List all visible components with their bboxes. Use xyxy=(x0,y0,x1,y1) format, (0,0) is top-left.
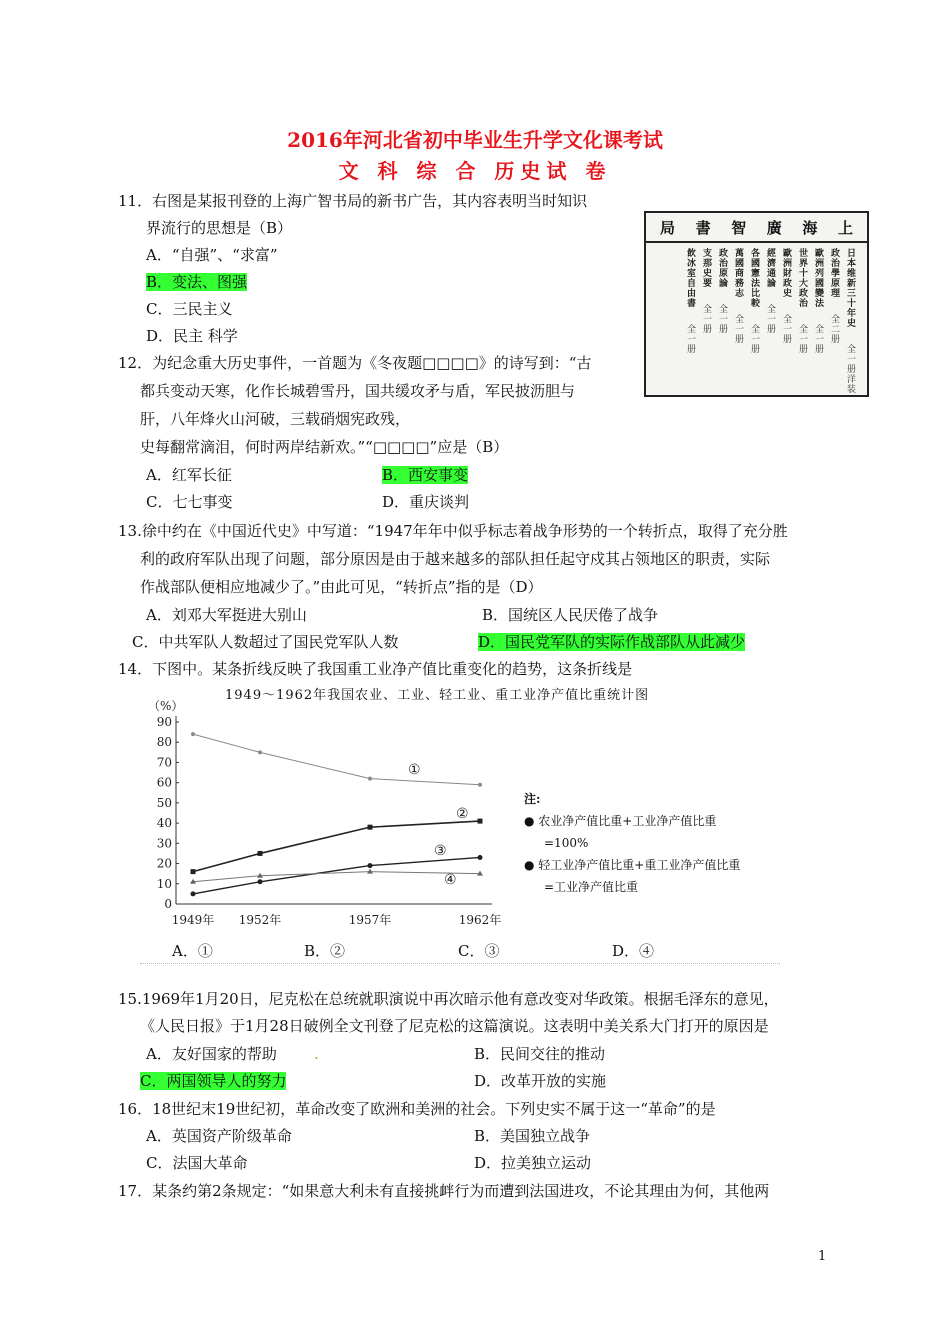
y-axis-label: （%） xyxy=(148,700,184,713)
q15-stem-line2: 《人民日报》于1月28日破例全文刊登了尼克松的这篇演说。这表明中美关系大门打开的原因是 xyxy=(140,1017,769,1035)
ad-book-note: 全一册 xyxy=(735,315,745,345)
q14-option-c: C．③ xyxy=(458,942,500,960)
ad-book-column xyxy=(735,249,747,397)
ad-book-title: 歐洲列國變法 xyxy=(815,249,825,309)
q12-option-b: B．西安事变 xyxy=(382,466,469,484)
series-line xyxy=(193,857,480,893)
q13-option-a: A．刘邓大军挺进大别山 xyxy=(146,606,307,624)
data-point xyxy=(258,879,263,884)
legend-title: 注: xyxy=(524,792,541,806)
q16-option-c: C．法国大革命 xyxy=(146,1154,248,1172)
series-label: ④ xyxy=(444,872,457,888)
ad-book-note: 全一册 xyxy=(815,325,825,355)
q12-stem-line4: 史每翻常滴泪，何时两岸结新欢。”“□□□□”应是（B） xyxy=(140,438,509,456)
ad-book-title: 各國憲法比較 xyxy=(751,249,761,309)
series-line xyxy=(193,872,480,882)
y-tick-label: 10 xyxy=(156,876,172,891)
data-point xyxy=(368,863,373,868)
q12-stem-line1: 12．为纪念重大历史事件，一首题为《冬夜题□□□□》的诗写到：“古 xyxy=(118,354,592,372)
ad-book-column xyxy=(815,249,827,397)
series-label: ① xyxy=(408,762,421,778)
ad-book-column xyxy=(719,249,731,397)
q13-stem-line2: 利的政府军队出现了问题，部分原因是由于越来越多的部队担任起守戍其占领地区的职责，实际 xyxy=(140,550,771,568)
q17-stem-line1: 17．某条约第2条规定：“如果意大利未有直接挑衅行为而遭到法国进攻，不论其理由为何，其他两 xyxy=(118,1182,770,1200)
exam-subtitle: 文 科 综 合 历史试 卷 xyxy=(338,159,612,183)
q11-option-a: A．“自强”、“求富” xyxy=(146,246,278,264)
page-number: 1 xyxy=(818,1249,827,1264)
ad-book-title: 世界十大政治 xyxy=(799,249,809,309)
ad-book-column xyxy=(687,249,699,397)
q13-option-c: C．中共军队人数超过了国民党军队人数 xyxy=(132,633,399,651)
data-point xyxy=(258,851,263,856)
x-tick-label: 1952年 xyxy=(238,913,282,927)
q16-stem-line1: 16．18世纪末19世纪初，革命改变了欧洲和美洲的社会。下列史实不属于这一“革命”的是 xyxy=(118,1100,716,1118)
data-point xyxy=(478,855,483,860)
ad-book-title: 萬國商務志 xyxy=(735,249,745,299)
cut-line-divider xyxy=(140,963,780,969)
y-tick-label: 20 xyxy=(156,856,172,871)
q15-stem-line1: 15.1969年1月20日，尼克松在总统就职演说中再次暗示他有意改变对华政策。根据毛泽东的意见， xyxy=(118,990,779,1008)
ad-header-char: 上 xyxy=(837,218,853,237)
ad-book-note: 全一册 xyxy=(767,305,777,335)
q15-option-b: B．民间交往的推动 xyxy=(474,1045,606,1063)
q11-stem-line1: 11．右图是某报刊登的上海广智书局的新书广告，其内容表明当时知识 xyxy=(118,192,588,210)
q12-stem-line2: 都兵变动天寒，化作长城碧雪丹，国共缓攻矛与盾，军民披沥胆与 xyxy=(140,382,576,400)
q15-option-d: D．改革开放的实施 xyxy=(474,1072,607,1090)
ad-book-title: 歐洲財政史 xyxy=(783,249,793,299)
data-point xyxy=(367,869,373,874)
ad-header-char: 海 xyxy=(802,218,818,237)
data-point xyxy=(191,891,196,896)
q14-option-a: A．① xyxy=(172,942,213,960)
data-point xyxy=(191,869,196,874)
ad-header xyxy=(646,213,867,243)
data-point xyxy=(368,777,372,781)
ad-book-note: 全二册 xyxy=(831,315,841,345)
series-label: ③ xyxy=(434,843,447,859)
ad-header-char: 局 xyxy=(660,218,676,237)
q16-option-d: D．拉美独立运动 xyxy=(474,1154,592,1172)
ad-book-title: 支那史要 xyxy=(703,249,713,289)
q14-stem-line1: 14．下图中。某条折线反映了我国重工业净产值比重变化的趋势，这条折线是 xyxy=(118,660,633,678)
data-point xyxy=(478,819,483,824)
legend-note: =100% xyxy=(544,836,589,850)
data-point xyxy=(191,732,195,736)
q14-option-b: B．② xyxy=(304,942,346,960)
x-tick-label: 1962年 xyxy=(458,913,502,927)
ad-book-note: 全一册 xyxy=(703,305,713,335)
chart-legend xyxy=(524,788,740,898)
ad-header-char: 廣 xyxy=(766,218,782,237)
series-label: ② xyxy=(456,806,469,822)
ad-book-column xyxy=(703,249,715,397)
y-tick-label: 30 xyxy=(156,836,172,851)
q13-stem-line1: 13.徐中约在《中国近代史》中写道：“1947年年中似乎标志着战争形势的一个转折点，取得了充分胜 xyxy=(118,522,788,540)
legend-note: ● 轻工业净产值比重+重工业净产值比重 xyxy=(524,858,741,872)
ad-book-title: 政治學原理 xyxy=(831,249,841,299)
series-line xyxy=(193,734,480,785)
y-tick-label: 80 xyxy=(156,735,172,750)
ad-book-column xyxy=(783,249,795,397)
ad-columns xyxy=(646,243,867,397)
ad-book-note: 全一册 xyxy=(719,305,729,335)
ad-header-char: 書 xyxy=(695,218,711,237)
q14-option-d: D．④ xyxy=(612,942,655,960)
q13-option-d: D．国民党军队的实际作战部队从此减少 xyxy=(478,633,746,651)
data-point xyxy=(368,825,373,830)
ad-book-title: 經濟通論 xyxy=(767,249,777,289)
y-tick-label: 70 xyxy=(156,755,172,770)
ad-book-column xyxy=(767,249,779,397)
q12-stem-line3: 肝，八年烽火山河破，三载硝烟宪政残， xyxy=(140,410,411,428)
q12-option-c: C．七七事变 xyxy=(146,493,233,511)
q15-option-a: A．友好国家的帮助 xyxy=(146,1045,277,1063)
q12-option-a: A．红军长征 xyxy=(146,466,232,484)
y-tick-label: 0 xyxy=(164,897,172,911)
ad-book-column xyxy=(847,249,859,397)
y-tick-label: 90 xyxy=(156,715,172,729)
ad-book-title: 政治原論 xyxy=(719,249,729,289)
exam-title: 2016年河北省初中毕业生升学文化课考试 xyxy=(287,128,663,152)
q16-option-b: B．美国独立战争 xyxy=(474,1127,591,1145)
chart-title: 1949～1962年我国农业、工业、轻工业、重工业净产值比重统计图 xyxy=(225,688,650,703)
q13-option-b: B．国统区人民厌倦了战争 xyxy=(482,606,659,624)
newspaper-advertisement xyxy=(644,211,869,397)
data-point xyxy=(478,783,482,787)
y-tick-label: 50 xyxy=(156,795,172,810)
ad-book-note: 全一册 xyxy=(799,325,809,355)
legend-note: =工业净产值比重 xyxy=(544,880,639,894)
ad-book-note: 全一册 xyxy=(783,315,793,345)
q13-stem-line3: 作战部队便相应地减少了。”由此可见，“转折点”指的是（D） xyxy=(140,578,543,596)
ad-book-title: 日本维新三十年史 xyxy=(847,249,857,329)
y-tick-label: 40 xyxy=(156,816,172,831)
legend-note: ● 农业净产值比重+工业净产值比重 xyxy=(524,814,717,828)
y-tick-label: 60 xyxy=(156,775,172,790)
q11-option-d: D．民主 科学 xyxy=(146,327,238,345)
ad-header-char: 智 xyxy=(731,218,747,237)
q11-stem-line2: 界流行的思想是（B） xyxy=(146,219,293,237)
q16-option-a: A．英国资产阶级革命 xyxy=(146,1127,292,1145)
x-tick-label: 1949年 xyxy=(171,913,215,927)
q11-option-c: C．三民主义 xyxy=(146,300,233,318)
q11-option-b: B．变法、图强 xyxy=(146,273,248,291)
q12-option-d: D．重庆谈判 xyxy=(382,493,470,511)
line-chart xyxy=(140,700,520,932)
ad-book-column xyxy=(751,249,763,397)
ad-book-title: 飲冰室自由書 xyxy=(687,249,697,309)
ad-book-note: 全一册 xyxy=(687,325,697,355)
x-tick-label: 1957年 xyxy=(348,913,392,927)
ad-book-column xyxy=(799,249,811,397)
data-point xyxy=(258,750,262,754)
ad-book-note: 全一册洋装 xyxy=(847,345,857,395)
stray-dot: . xyxy=(314,1045,319,1063)
ad-book-note: 全一册 xyxy=(751,325,761,355)
ad-book-column xyxy=(831,249,843,397)
q15-option-c: C．两国领导人的努力 xyxy=(140,1072,287,1090)
